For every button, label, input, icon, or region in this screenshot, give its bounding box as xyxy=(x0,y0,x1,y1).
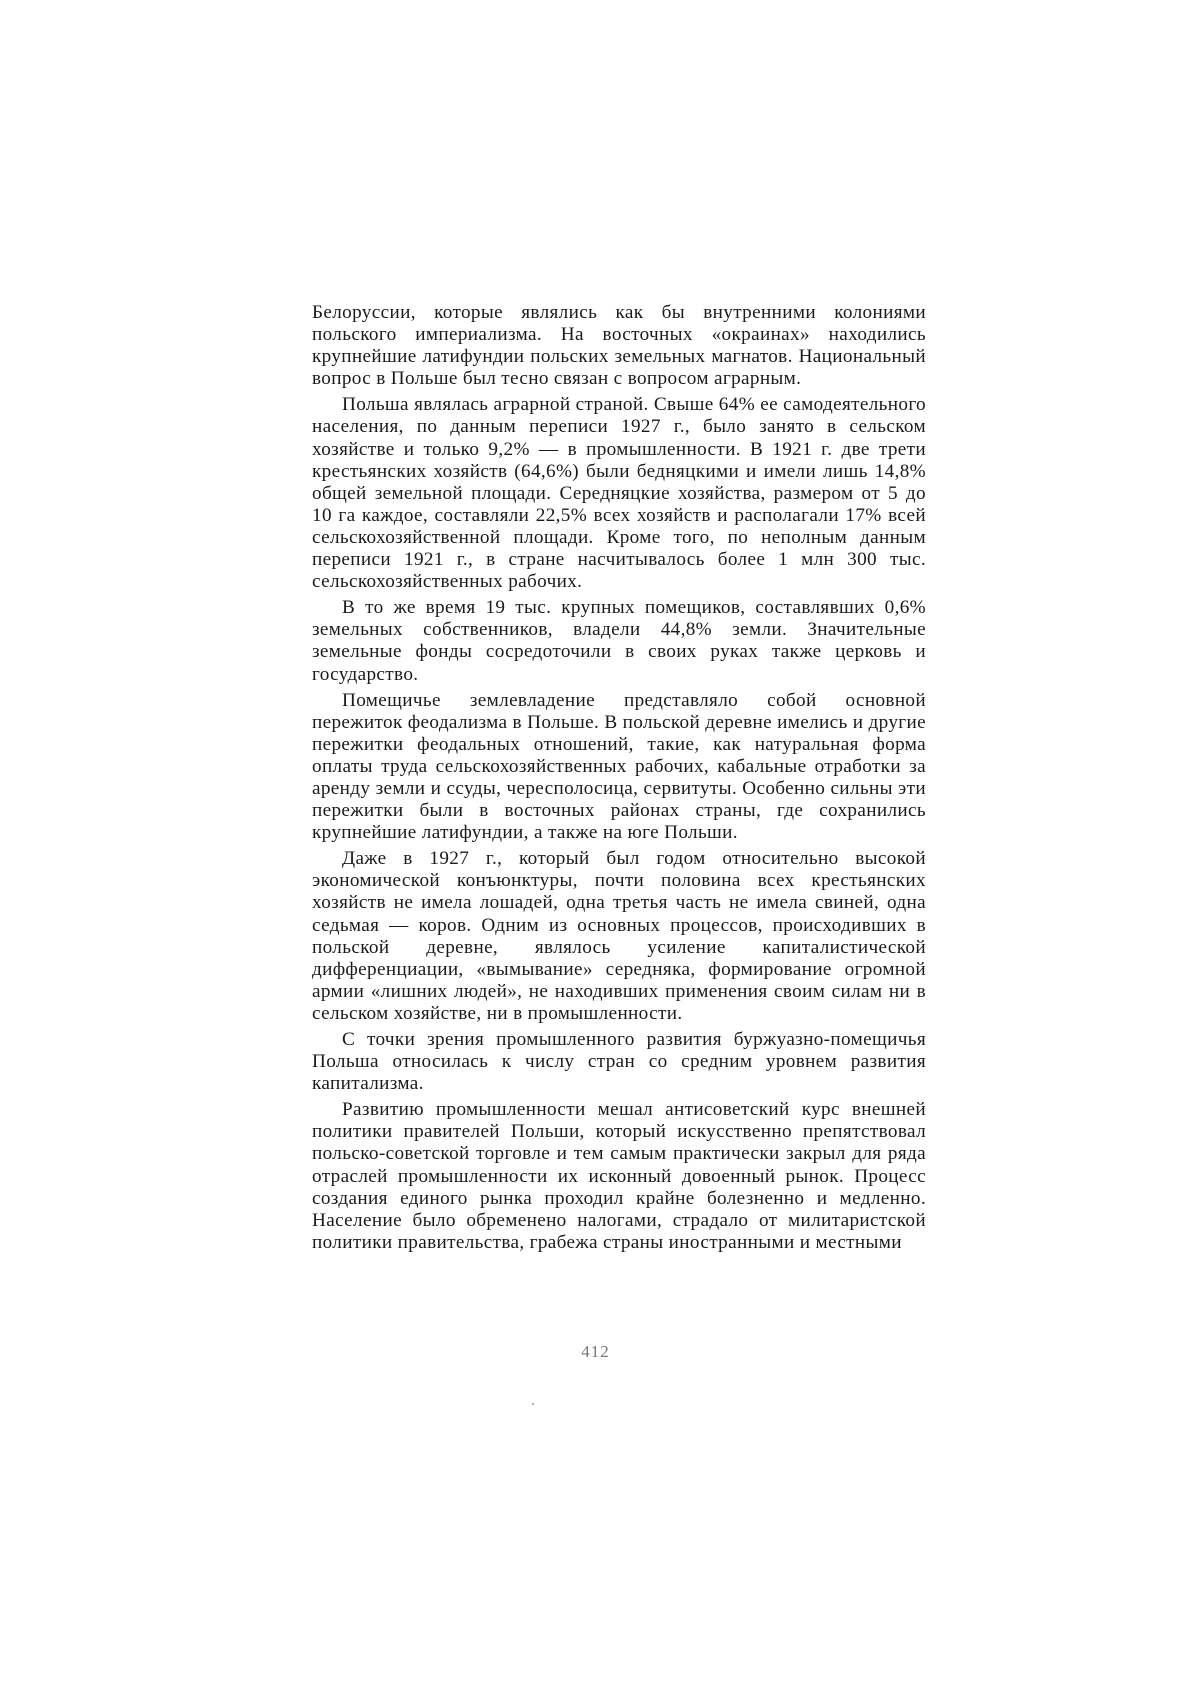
paragraph-7: Развитию промышленности мешал антисоветский курс внешней политики правителей Польши, который искусственно препятствовал польско-советской торговле и тем самым практически закрыл для ряда отраслей промышленности их исконный довоенный рынок. Процесс создания единого рынка проходил крайне болезненно и медленно. Население было обременено налогами, страдало от милитаристской политики правительства, грабежа страны иностранными и местными xyxy=(312,1099,926,1253)
paragraph-3: В то же время 19 тыс. крупных помещиков, составлявших 0,6% земельных собственников, владели 44,8% земли. Значительные земельные фонды сосредоточили в своих руках также церковь и государство. xyxy=(312,597,926,685)
page-number: 412 xyxy=(581,1342,610,1361)
paragraph-1: Белоруссии, которые являлись как бы внутренними колониями польского империализма. На восточных «окраинах» находились крупнейшие латифундии польских земельных магнатов. Национальный вопрос в Польше был тесно связан с вопросом аграрным. xyxy=(312,302,926,390)
scan-speck xyxy=(532,1403,534,1405)
paragraph-2: Польша являлась аграрной страной. Свыше 64% ее самодеятельного населения, по данным переписи 1927 г., было занято в сельском хозяйстве и только 9,2% — в промышленности. В 1921 г. две трети крестьянских хозяйств (64,6%) были бедняцкими и имели лишь 14,8% общей земельной площади. Середняцкие хозяйства, размером от 5 до 10 га каждое, составляли 22,5% всех хозяйств и располагали 17% всей сельскохозяйственной площади. Кроме того, по неполным данным переписи 1921 г., в стране насчитывалось более 1 млн 300 тыс. сельскохозяйственных рабочих. xyxy=(312,394,926,593)
paragraph-6: С точки зрения промышленного развития буржуазно-помещичья Польша относилась к числу стран со средним уровнем развития капитализма. xyxy=(312,1029,926,1095)
paragraph-4: Помещичье землевладение представляло собой основной пережиток феодализма в Польше. В польской деревне имелись и другие пережитки феодальных отношений, такие, как натуральная форма оплаты труда сельскохозяйственных рабочих, кабальные отработки за аренду земли и ссуды, чересполосица, сервитуты. Особенно сильны эти пережитки были в восточных районах страны, где сохранились крупнейшие латифундии, а также на юге Польши. xyxy=(312,689,926,844)
paragraph-5: Даже в 1927 г., который был годом относительно высокой экономической конъюнктуры, почти половина всех крестьянских хозяйств не имела лошадей, одна третья часть не имела свиней, одна седьмая — коров. Одним из основных процессов, происходивших в польской деревне, являлось усиление капиталистической дифференциации, «вымывание» середняка, формирование огромной армии «лишних людей», не находивших применения своим силам ни в сельском хозяйстве, ни в промышленности. xyxy=(312,848,926,1024)
document-body xyxy=(312,302,926,1254)
